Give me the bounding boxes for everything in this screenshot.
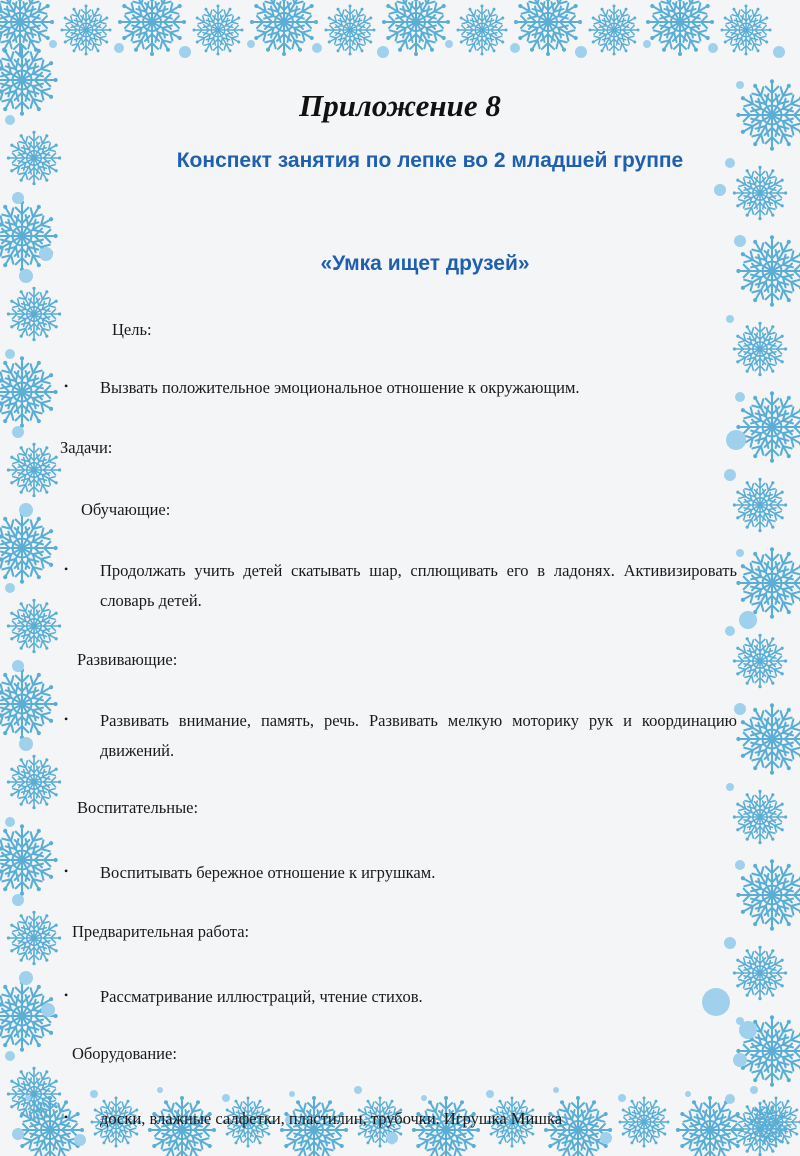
upbringing-bullet: • [64, 864, 69, 878]
tasks-heading: Задачи: [60, 438, 113, 457]
developing-text: Развивать внимание, память, речь. Развивать мелкую моторику рук и координацию движений. [100, 711, 737, 760]
lesson-theme: «Умка ищет друзей» [320, 252, 530, 275]
equipment-heading: Оборудование: [72, 1044, 177, 1063]
developing-bullet: • [64, 712, 69, 726]
page-title: Приложение 8 [299, 88, 501, 123]
teaching-bullet: • [64, 562, 69, 576]
goal-text: Вызвать положительное эмоциональное отношение к окружающим. [100, 378, 580, 397]
preliminary-bullet: • [64, 988, 69, 1002]
goal-heading: Цель: [112, 320, 152, 339]
preliminary-heading: Предварительная работа: [72, 922, 250, 941]
equipment-bullet: • [64, 1110, 69, 1124]
upbringing-text: Воспитывать бережное отношение к игрушкам. [100, 863, 436, 882]
goal-bullet: • [64, 379, 69, 393]
upbringing-heading: Воспитательные: [77, 798, 199, 817]
lesson-subtitle: Конспект занятия по лепке во 2 младшей группе [176, 149, 684, 172]
preliminary-text: Рассматривание иллюстраций, чтение стихов. [100, 987, 423, 1006]
teaching-text: Продолжать учить детей скатывать шар, сплющивать его в ладонях. Активизировать словарь детей. [100, 561, 737, 610]
developing-heading: Развивающие: [77, 650, 178, 669]
teaching-heading: Обучающие: [81, 500, 171, 519]
equipment-text: доски, влажные салфетки, пластилин, трубочки. Игрушка Мишка [100, 1109, 563, 1128]
